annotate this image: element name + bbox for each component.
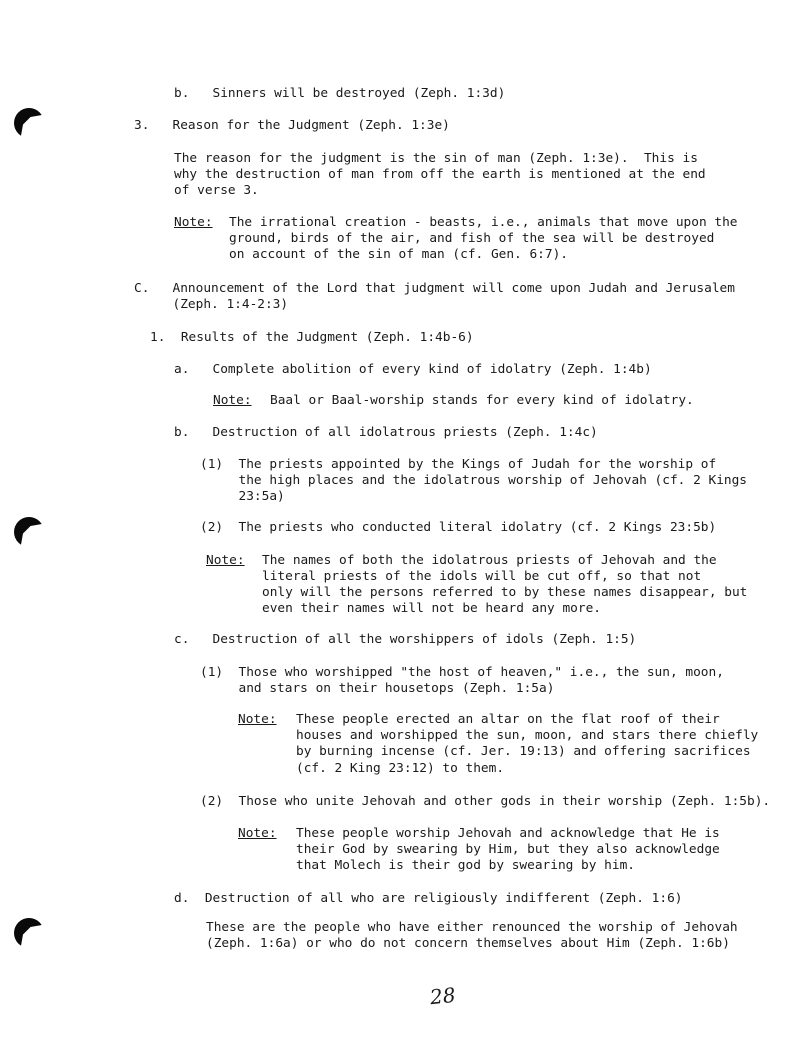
item-d: d. Destruction of all who are religiously indifferent (Zeph. 1:6) xyxy=(174,891,683,906)
item-c-note-2-line: their God by swearing by Him, but they also acknowledge xyxy=(296,842,720,857)
item-c-note-1-line: These people erected an altar on the flat roof of their xyxy=(296,712,720,727)
point-3-note-line: ground, birds of the air, and fish of the sea will be destroyed xyxy=(229,231,715,246)
item-b-sub-1: (1) The priests appointed by the Kings of Judah for the worship of xyxy=(200,457,717,472)
note-label: Note: xyxy=(206,553,245,568)
point-3-note-line: The irrational creation - beasts, i.e., animals that move upon the xyxy=(229,215,738,230)
note-label: Note: xyxy=(238,826,277,841)
note-label: Note: xyxy=(174,215,213,230)
item-d-para-line: These are the people who have either renounced the worship of Jehovah xyxy=(206,920,738,935)
item-c: c. Destruction of all the worshippers of idols (Zeph. 1:5) xyxy=(174,632,637,647)
item-c-note-2-line: that Molech is their god by swearing by him. xyxy=(296,858,635,873)
point-3-para-line: The reason for the judgment is the sin of man (Zeph. 1:3e). This is xyxy=(174,151,698,166)
item-b-note-line: The names of both the idolatrous priests of Jehovah and the xyxy=(262,553,717,568)
point-3-para-line: of verse 3. xyxy=(174,183,259,198)
point-3-para-line: why the destruction of man from off the earth is mentioned at the end xyxy=(174,167,706,182)
item-b-note-line: literal priests of the idols will be cut off, so that not xyxy=(262,569,702,584)
item-c-sub-2: (2) Those who unite Jehovah and other gods in their worship (Zeph. 1:5b). xyxy=(200,794,771,809)
item-c-note-2-line: These people worship Jehovah and acknowledge that He is xyxy=(296,826,720,841)
item-c-note-1-line: by burning incense (cf. Jer. 19:13) and offering sacrifices xyxy=(296,744,751,759)
point-1-heading: 1. Results of the Judgment (Zeph. 1:4b-6) xyxy=(150,330,474,345)
item-c-sub-1: and stars on their housetops (Zeph. 1:5a) xyxy=(200,681,555,696)
note-label: Note: xyxy=(213,393,252,408)
section-c-heading: C. Announcement of the Lord that judgment will come upon Judah and Jerusalem xyxy=(134,281,735,296)
item-a: a. Complete abolition of every kind of idolatry (Zeph. 1:4b) xyxy=(174,362,652,377)
item-b-sub-2: (2) The priests who conducted literal idolatry (cf. 2 Kings 23:5b) xyxy=(200,520,717,535)
binder-hole-middle xyxy=(14,517,44,547)
item-b-sub-1: 23:5a) xyxy=(200,489,285,504)
item-b-sinners: b. Sinners will be destroyed (Zeph. 1:3d) xyxy=(174,86,506,101)
item-d-para-line: (Zeph. 1:6a) or who do not concern themselves about Him (Zeph. 1:6b) xyxy=(206,936,730,951)
point-3-heading: 3. Reason for the Judgment (Zeph. 1:3e) xyxy=(134,118,450,133)
item-c-sub-1: (1) Those who worshipped "the host of heaven," i.e., the sun, moon, xyxy=(200,665,724,680)
item-b-sub-1: the high places and the idolatrous worship of Jehovah (cf. 2 Kings xyxy=(200,473,748,488)
item-c-note-1-line: houses and worshipped the sun, moon, and stars there chiefly xyxy=(296,728,759,743)
item-b-note-line: even their names will not be heard any more. xyxy=(262,601,601,616)
item-c-note-1-line: (cf. 2 King 23:12) to them. xyxy=(296,761,505,776)
page-number: 28 xyxy=(428,982,457,1010)
note-label: Note: xyxy=(238,712,277,727)
item-b-note-line: only will the persons referred to by these names disappear, but xyxy=(262,585,748,600)
point-3-note-line: on account of the sin of man (cf. Gen. 6:7). xyxy=(229,247,568,262)
binder-hole-top xyxy=(14,108,44,138)
binder-hole-bottom xyxy=(14,918,44,948)
item-a-note: Baal or Baal-worship stands for every kind of idolatry. xyxy=(270,393,694,408)
section-c-heading: (Zeph. 1:4-2:3) xyxy=(134,297,289,312)
item-b: b. Destruction of all idolatrous priests (Zeph. 1:4c) xyxy=(174,425,598,440)
